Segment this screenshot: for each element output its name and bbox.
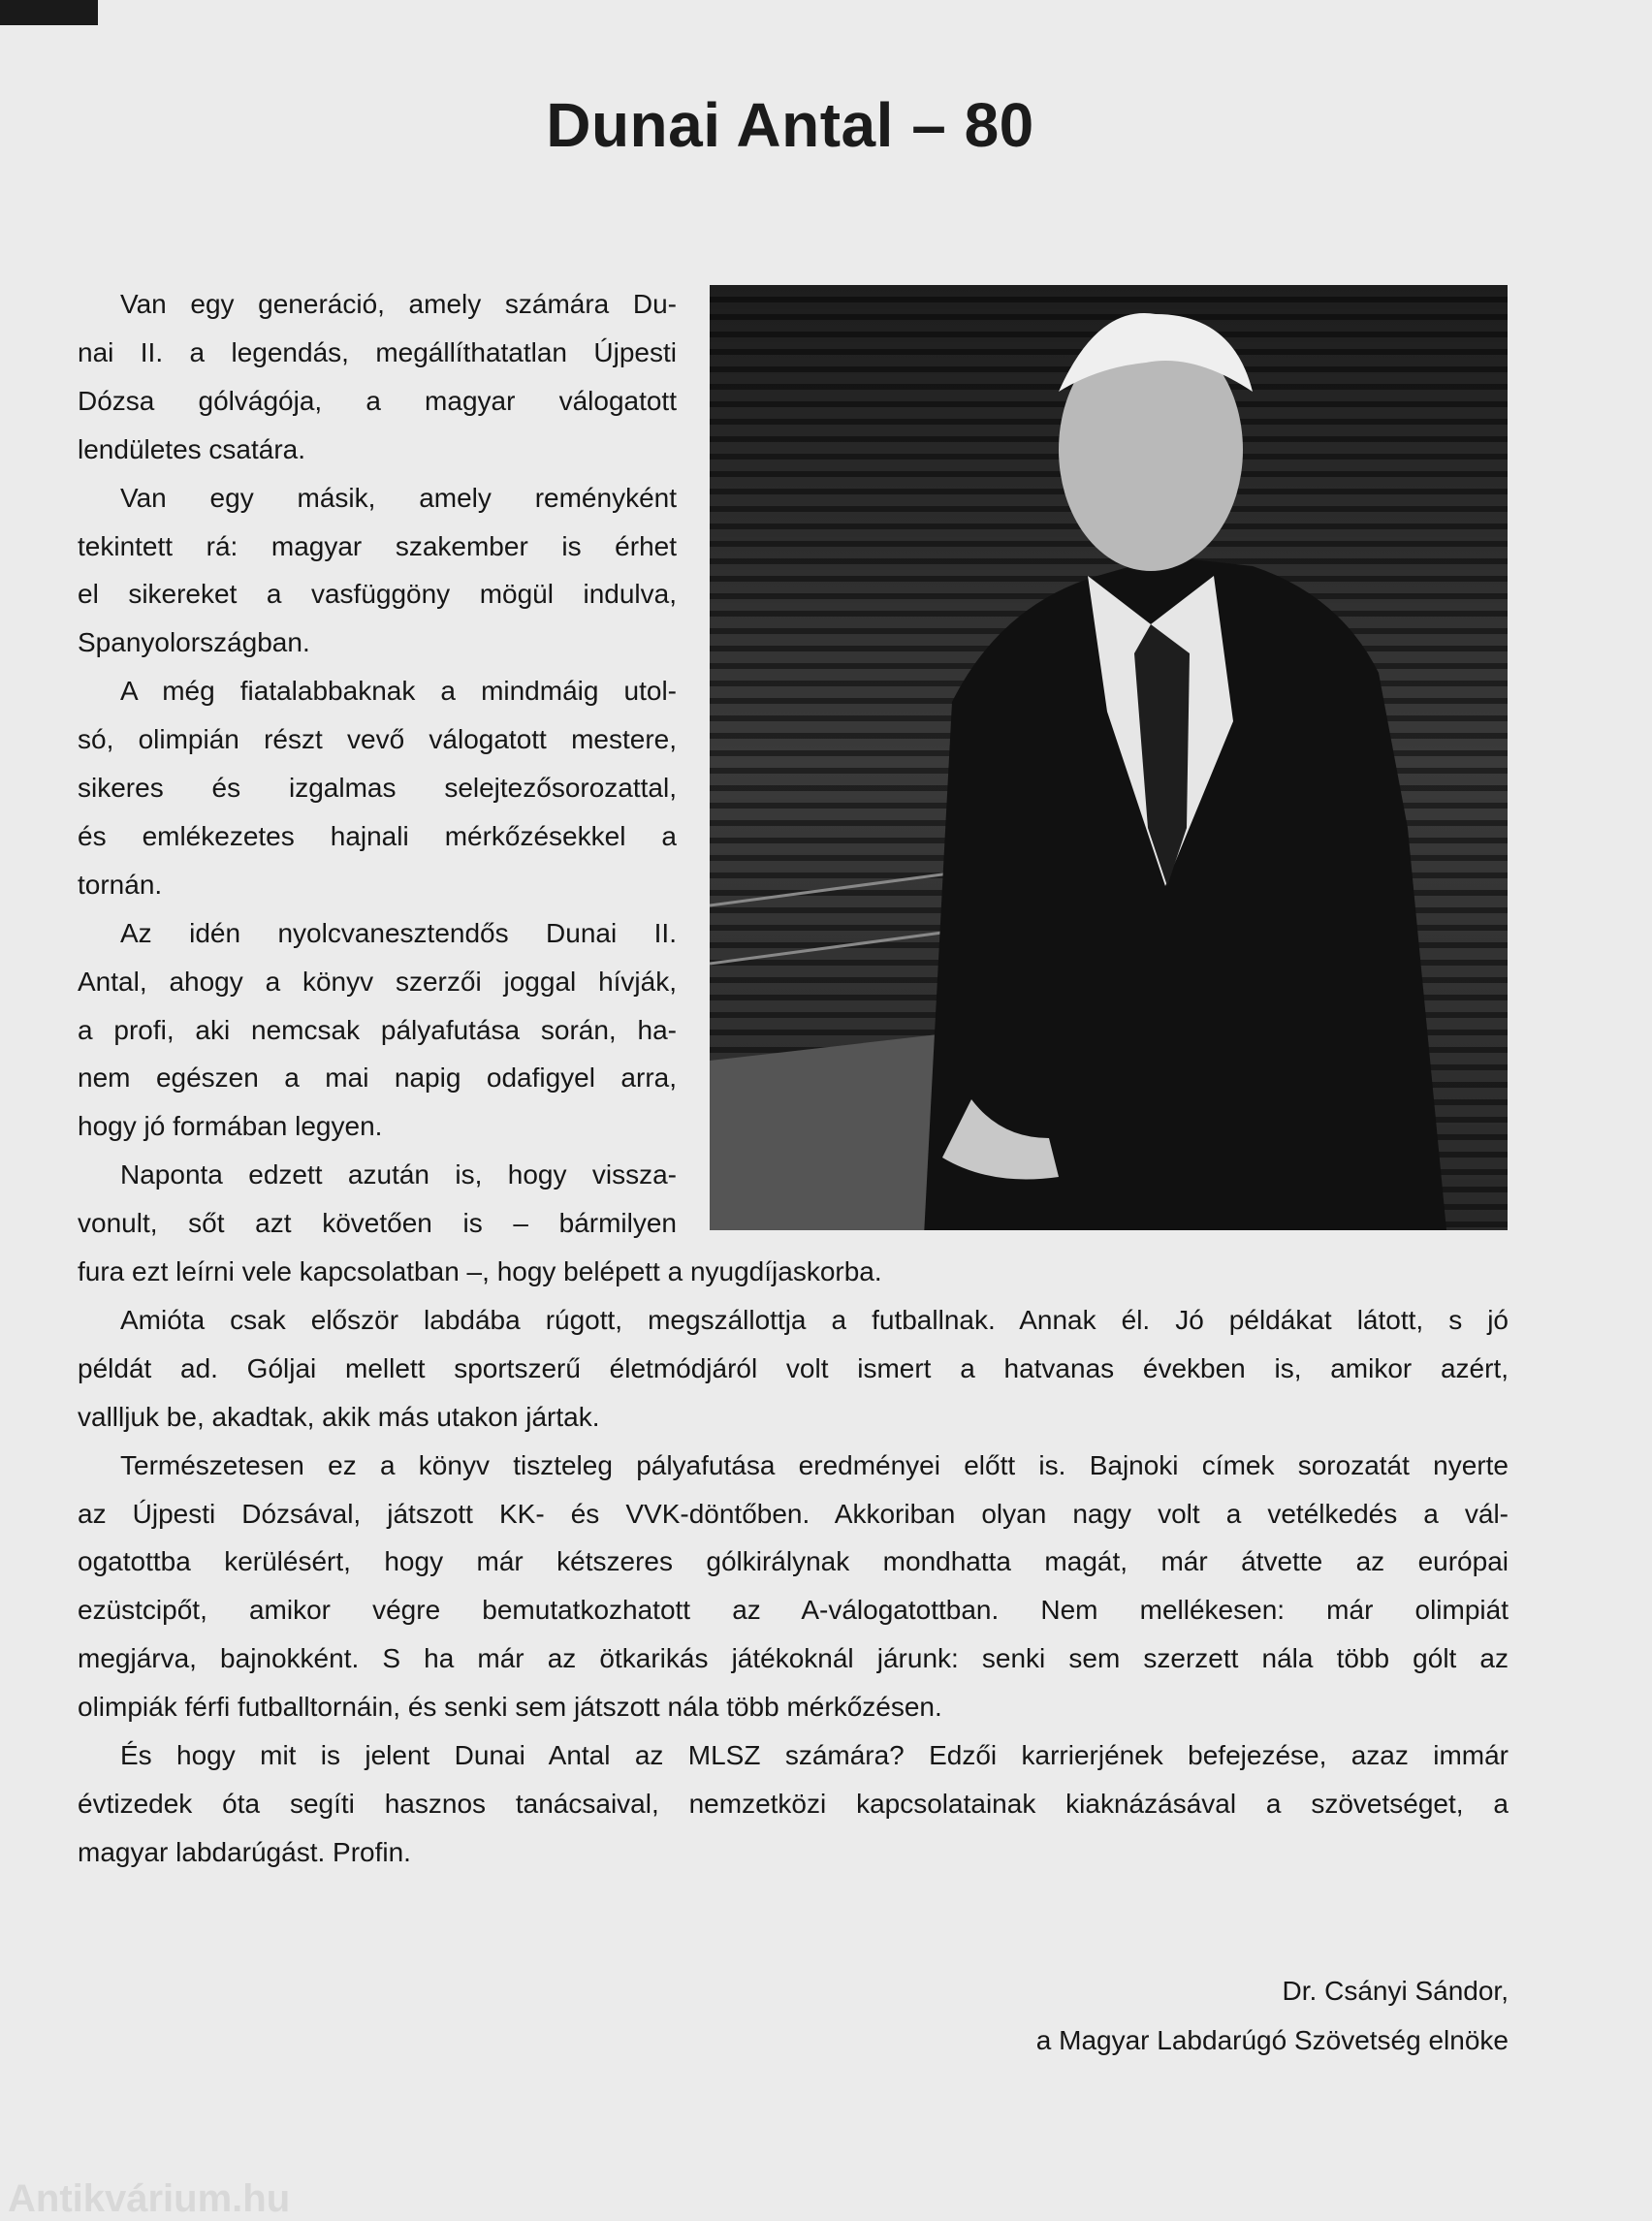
signature-name: Dr. Csányi Sándor, — [1282, 1976, 1509, 2006]
paragraph-1-line: lendületes csatára. — [78, 433, 306, 464]
signature-role: a Magyar Labdarúgó Szövetség elnöke — [1035, 2025, 1509, 2055]
watermark: Antikvárium.hu — [8, 2177, 291, 2220]
paragraph-5-line: vonult, sőt azt követően is – bármilyen — [78, 1208, 677, 1239]
paragraph-3-line: A még fiatalabbaknak a mindmáig utol- — [120, 676, 677, 707]
paragraph-3-line: tornán. — [78, 869, 163, 900]
paragraph-7-line: ogatottba kerülésért, hogy már kétszeres gólkirálynak mondhatta magát, már átvette az európai — [78, 1546, 1509, 1577]
paragraph-8-line: És hogy mit is jelent Dunai Antal az MLSZ számára? Edzői karrierjének befejezése, azaz immár — [120, 1740, 1509, 1770]
paragraph-1-line: nai II. a legendás, megállíthatatlan Újpesti — [78, 336, 677, 367]
paragraph-7-line: megjárva, bajnokként. S ha már az ötkarikás játékoknál járunk: senki sem szerzett nála több gólt az — [78, 1643, 1509, 1674]
paragraph-1-line: Dózsa gólvágója, a magyar válogatott — [78, 385, 677, 416]
portrait-photo — [710, 285, 1508, 1230]
paragraph-5-line: fura ezt leírni vele kapcsolatban –, hogy belépett a nyugdíjaskorba. — [78, 1256, 882, 1286]
paragraph-4-line: Antal, ahogy a könyv szerzői joggal hívják, — [78, 966, 677, 997]
paragraph-2-line: Van egy másik, amely reményként — [120, 482, 677, 513]
paragraph-8-line: évtizedek óta segíti hasznos tanácsaival, nemzetközi kapcsolatainak kiaknázásával a szövetséget, a — [78, 1788, 1509, 1819]
paragraph-4-line: Az idén nyolcvanesztendős Dunai II. — [120, 917, 677, 948]
paragraph-6-line: Amióta csak először labdába rúgott, megszállottja a futballnak. Annak él. Jó példákat látott, s jó — [120, 1304, 1509, 1335]
paragraph-1-line: Van egy generáció, amely számára Du- — [120, 289, 677, 319]
paragraph-7-line: az Újpesti Dózsával, játszott KK- és VVK-döntőben. Akkoriban olyan nagy volt a vetélkedés a vál- — [78, 1498, 1509, 1529]
paragraph-2-line: Spanyolországban. — [78, 627, 310, 658]
paragraph-5-line: Naponta edzett azután is, hogy vissza- — [120, 1159, 677, 1190]
paragraph-6-line: példát ad. Góljai mellett sportszerű életmódjáról volt ismert a hatvanas években is, amikor azért, — [78, 1352, 1509, 1383]
page-title: Dunai Antal – 80 — [546, 90, 1034, 160]
paragraph-3-line: és emlékezetes hajnali mérkőzésekkel a — [78, 820, 677, 851]
paragraph-7-line: ezüstcipőt, amikor végre bemutatkozhatott az A-válogatottban. Nem mellékesen: már olimpiát — [78, 1595, 1509, 1626]
paragraph-7-line: olimpiák férfi futballtornáin, és senki sem játszott nála több mérkőzésen. — [78, 1692, 942, 1723]
paragraph-2-line: tekintett rá: magyar szakember is érhet — [78, 530, 677, 561]
stadium-portrait-image — [710, 285, 1508, 1230]
paragraph-3-line: sikeres és izgalmas selejtezősorozattal, — [78, 773, 677, 803]
paragraph-3-line: só, olimpián részt vevő válogatott mestere, — [78, 724, 677, 755]
corner-mark — [0, 0, 98, 25]
paragraph-4-line: hogy jó formában legyen. — [78, 1111, 383, 1142]
paragraph-6-line: vallljuk be, akadtak, akik más utakon jártak. — [78, 1401, 600, 1432]
paragraph-4-line: nem egészen a mai napig odafigyel arra, — [78, 1063, 677, 1094]
paragraph-8-line: magyar labdarúgást. Profin. — [78, 1836, 411, 1867]
paragraph-7-line: Természetesen ez a könyv tiszteleg pályafutása eredményei előtt is. Bajnoki címek sorozatát nyerte — [120, 1449, 1509, 1480]
paragraph-4-line: a profi, aki nemcsak pályafutása során, ha- — [78, 1014, 677, 1045]
paragraph-2-line: el sikereket a vasfüggöny mögül indulva, — [78, 579, 677, 610]
